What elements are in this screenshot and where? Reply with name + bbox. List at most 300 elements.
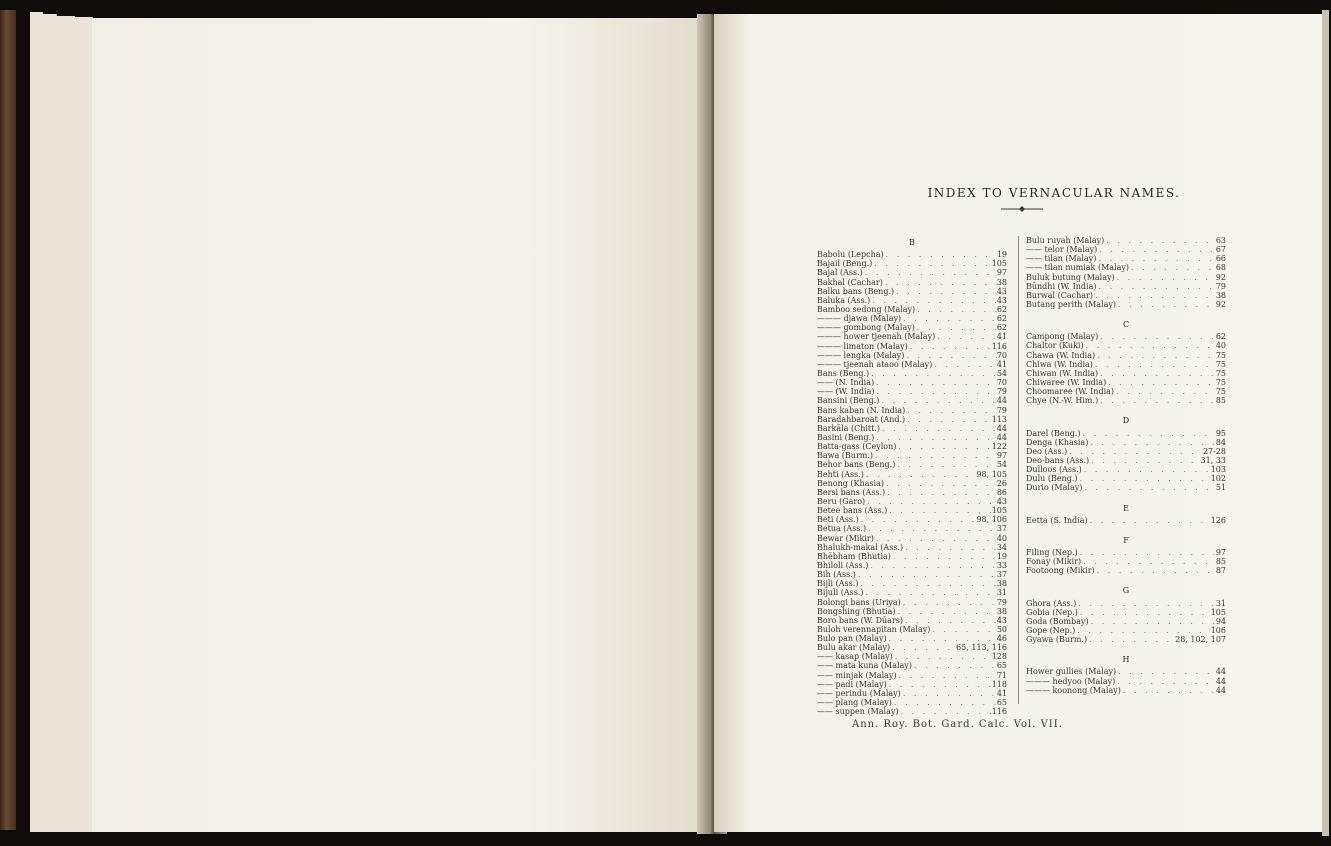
entry-name: Fonay (Mikir) bbox=[1026, 557, 1082, 567]
entry-page: 38 bbox=[996, 606, 1007, 616]
index-entry bbox=[817, 515, 1007, 524]
entry-name: ——— gombong (Malay) bbox=[817, 323, 915, 333]
entry-page: 44 bbox=[996, 396, 1007, 406]
index-entry bbox=[817, 287, 1007, 296]
leader-dots bbox=[1098, 369, 1216, 378]
entry-page: 28, 102, 107 bbox=[1175, 635, 1226, 645]
index-entry bbox=[817, 378, 1007, 387]
entry-name: Denga (Khasia) bbox=[1026, 437, 1089, 447]
index-entry bbox=[1026, 387, 1226, 396]
entry-page: 97 bbox=[996, 451, 1007, 461]
leader-dots bbox=[893, 652, 992, 661]
index-entry bbox=[1026, 378, 1226, 387]
entry-page: 118 bbox=[991, 679, 1007, 689]
leader-dots bbox=[864, 470, 977, 479]
index-entry bbox=[817, 369, 1007, 378]
leader-dots bbox=[1088, 438, 1216, 447]
entry-page: 79 bbox=[996, 597, 1007, 607]
entry-name: Dulu (Beng.) bbox=[1026, 474, 1078, 484]
entry-page: 67 bbox=[1215, 245, 1226, 255]
entry-page: 65 bbox=[996, 661, 1007, 671]
entry-name: Campong (Malay) bbox=[1026, 332, 1099, 342]
index-entry bbox=[817, 250, 1007, 259]
entry-name: Chiwa (W. India) bbox=[1026, 359, 1093, 369]
page-title: INDEX TO VERNACULAR NAMES. bbox=[927, 186, 1181, 200]
leader-dots bbox=[879, 396, 996, 405]
entry-name: Bakhal (Cachar) bbox=[817, 277, 883, 287]
entry-name: Bulu ruyah (Malay) bbox=[1026, 236, 1105, 245]
page-edges bbox=[56, 16, 75, 832]
leader-dots bbox=[870, 296, 997, 305]
leader-dots bbox=[1096, 282, 1215, 291]
entry-name: Bans (Beng.) bbox=[817, 368, 870, 378]
leader-dots bbox=[884, 479, 997, 488]
entry-name: Buluk butung (Malay) bbox=[1026, 272, 1115, 282]
entry-page: 97 bbox=[1215, 548, 1226, 557]
entry-name: Footoong (Mikir) bbox=[1026, 566, 1095, 576]
entry-name: ——— hower tjeenah (Malay) bbox=[817, 332, 936, 342]
index-entry bbox=[1026, 291, 1226, 300]
index-entry bbox=[817, 661, 1007, 670]
index-entry bbox=[817, 488, 1007, 497]
entry-name: Bewar (Mikir) bbox=[817, 533, 874, 543]
section-letter: B bbox=[909, 238, 915, 247]
leader-dots bbox=[1098, 396, 1216, 405]
index-entry bbox=[1026, 438, 1226, 447]
entry-page: 62 bbox=[996, 314, 1007, 324]
entry-page: 44 bbox=[996, 432, 1007, 442]
entry-name: Balku bans (Beng.) bbox=[817, 286, 895, 296]
index-entry bbox=[817, 451, 1007, 460]
section-spacer bbox=[1026, 405, 1226, 414]
entry-name: Beti (Ass.) bbox=[817, 515, 859, 525]
leader-dots bbox=[904, 351, 996, 360]
entry-page: 70 bbox=[996, 378, 1007, 388]
leader-dots bbox=[1076, 599, 1216, 608]
entry-page: 75 bbox=[1215, 350, 1226, 360]
index-entry bbox=[817, 342, 1007, 351]
leader-dots bbox=[858, 579, 996, 588]
entry-name: Betee bans (Ass.) bbox=[817, 506, 888, 516]
entry-name: Bersi bans (Ass.) bbox=[817, 487, 886, 497]
entry-page: 44 bbox=[996, 423, 1007, 433]
leader-dots bbox=[1106, 378, 1216, 387]
entry-page: 41 bbox=[996, 359, 1007, 369]
entry-page: 38 bbox=[1215, 290, 1226, 300]
entry-name: Batta-gass (Ceylon) bbox=[817, 442, 897, 452]
index-entry bbox=[1026, 254, 1226, 263]
index-entry bbox=[817, 351, 1007, 360]
column-divider bbox=[1018, 236, 1019, 704]
entry-page: 31, 33 bbox=[1200, 455, 1226, 465]
entry-name: —— (N. India) bbox=[817, 378, 875, 388]
entry-name: —— plang (Malay) bbox=[817, 698, 892, 708]
index-entry bbox=[817, 625, 1007, 634]
entry-name: Behor bans (Beng.) bbox=[817, 460, 896, 470]
entry-page: 102 bbox=[1210, 474, 1226, 484]
entry-page: 106 bbox=[1210, 626, 1226, 635]
entry-page: 79 bbox=[996, 405, 1007, 415]
index-column-right bbox=[1026, 236, 1226, 695]
entry-page: 98, 106 bbox=[976, 515, 1007, 525]
entry-name: Baluka (Ass.) bbox=[817, 295, 871, 305]
entry-name: Ghora (Ass.) bbox=[1026, 598, 1077, 608]
leader-dots bbox=[930, 625, 996, 634]
entry-page: 27-28 bbox=[1202, 446, 1226, 456]
entry-page: 79 bbox=[996, 387, 1007, 397]
entry-name: Goda (Bombay) bbox=[1026, 616, 1089, 626]
entry-page: 31 bbox=[996, 588, 1007, 598]
index-entry bbox=[817, 671, 1007, 680]
ornament-rule-icon bbox=[1001, 205, 1043, 213]
entry-page: 105 bbox=[991, 506, 1007, 516]
entry-name: Gope (Nep.) bbox=[1026, 626, 1076, 635]
entry-page: 37 bbox=[996, 524, 1007, 534]
entry-name: Burwal (Cachar) bbox=[1026, 290, 1093, 300]
entry-name: Chye (N.-W. Him.) bbox=[1026, 396, 1099, 406]
entry-page: 113 bbox=[991, 414, 1007, 424]
entry-page: 87 bbox=[1215, 566, 1226, 576]
index-entry bbox=[1026, 667, 1226, 676]
index-entry bbox=[817, 433, 1007, 442]
section-letter: G bbox=[1122, 586, 1130, 596]
entry-name: Būndhi (W. India) bbox=[1026, 281, 1097, 291]
entry-name: Hower gullies (Malay) bbox=[1026, 667, 1117, 677]
index-entry bbox=[817, 643, 1007, 652]
leader-dots bbox=[874, 378, 997, 387]
leader-dots bbox=[885, 488, 997, 497]
leader-dots bbox=[1084, 341, 1216, 350]
entry-page: 50 bbox=[996, 624, 1007, 634]
entry-page: 43 bbox=[996, 295, 1007, 305]
entry-name: ——— hedyoo (Malay) bbox=[1026, 676, 1116, 686]
page-edges bbox=[42, 14, 57, 832]
entry-name: Baradahbaroat (And.) bbox=[817, 414, 906, 424]
index-entry bbox=[817, 460, 1007, 469]
entry-name: Bawa (Burm.) bbox=[817, 451, 874, 461]
entry-name: Bhiloli (Ass.) bbox=[817, 560, 869, 570]
entry-name: Bulo pan (Malay) bbox=[817, 634, 887, 644]
entry-name: Bih (Ass.) bbox=[817, 570, 856, 580]
entry-name: Bajail (Beng.) bbox=[817, 259, 873, 269]
entry-page: 37 bbox=[996, 570, 1007, 580]
leader-dots bbox=[874, 387, 996, 396]
entry-page: 44 bbox=[1215, 685, 1226, 695]
index-entry bbox=[1026, 599, 1226, 608]
entry-page: 75 bbox=[1215, 368, 1226, 378]
entry-name: Filing (Nep.) bbox=[1026, 548, 1078, 557]
entry-page: 116 bbox=[991, 707, 1007, 717]
section-letter: H bbox=[1122, 655, 1130, 665]
leader-dots bbox=[912, 661, 997, 670]
entry-name: Benong (Khasia) bbox=[817, 478, 884, 488]
entry-name: —— mata kuna (Malay) bbox=[817, 661, 912, 671]
section-letter: E bbox=[1123, 503, 1129, 513]
entry-name: —— tilan numiak (Malay) bbox=[1026, 263, 1129, 273]
entry-name: Durio (Malay) bbox=[1026, 483, 1083, 493]
entry-page: 70 bbox=[996, 350, 1007, 360]
entry-page: 98, 105 bbox=[976, 469, 1007, 479]
leader-dots bbox=[864, 588, 997, 597]
index-entry bbox=[1026, 548, 1226, 557]
index-entry bbox=[817, 680, 1007, 689]
index-entry bbox=[817, 268, 1007, 277]
left-page bbox=[92, 18, 698, 832]
leader-dots bbox=[863, 268, 997, 277]
index-entry bbox=[817, 552, 1007, 561]
leader-dots bbox=[1097, 245, 1216, 254]
entry-page: 97 bbox=[996, 268, 1007, 278]
page-edges bbox=[74, 17, 93, 832]
entry-page: 68 bbox=[1215, 263, 1226, 273]
book-spine bbox=[0, 10, 16, 830]
index-entry bbox=[1026, 341, 1226, 350]
journal-footer: Ann. Roy. Bot. Gard. Calc. Vol. VII. bbox=[852, 719, 1063, 730]
entry-name: Bhēbham (Bhutia) bbox=[817, 551, 891, 561]
leader-dots bbox=[1116, 667, 1216, 676]
entry-page: 46 bbox=[996, 634, 1007, 644]
index-entry bbox=[817, 598, 1007, 607]
leader-dots bbox=[899, 707, 992, 716]
entry-name: Deo-bans (Ass.) bbox=[1026, 455, 1090, 465]
index-entry bbox=[817, 652, 1007, 661]
index-entry bbox=[1026, 566, 1226, 575]
entry-name: Beru (Garo) bbox=[817, 496, 866, 506]
leader-dots bbox=[895, 460, 997, 469]
entry-name: Bijli (Ass.) bbox=[817, 579, 859, 589]
leader-dots bbox=[897, 671, 997, 680]
leader-dots bbox=[901, 598, 997, 607]
index-entry bbox=[1026, 626, 1226, 635]
leader-dots bbox=[872, 259, 991, 268]
leader-dots bbox=[1093, 291, 1216, 300]
index-entry bbox=[1026, 360, 1226, 369]
entry-page: 62 bbox=[1215, 332, 1226, 342]
index-entry bbox=[817, 314, 1007, 323]
index-entry bbox=[817, 259, 1007, 268]
entry-page: 75 bbox=[1215, 387, 1226, 397]
leader-dots bbox=[1115, 677, 1216, 686]
leader-dots bbox=[869, 369, 997, 378]
index-entry bbox=[1026, 263, 1226, 272]
entry-page: 85 bbox=[1215, 557, 1226, 567]
entry-name: Chiwaree (W. India) bbox=[1026, 377, 1107, 387]
leader-dots bbox=[915, 305, 997, 314]
leader-dots bbox=[890, 643, 956, 652]
index-entry bbox=[817, 360, 1007, 369]
leader-dots bbox=[1095, 566, 1216, 575]
leader-dots bbox=[1087, 635, 1175, 644]
leader-dots bbox=[873, 451, 997, 460]
entry-page: 43 bbox=[996, 615, 1007, 625]
leader-dots bbox=[880, 424, 997, 433]
entry-name: Bulu akar (Malay) bbox=[817, 643, 891, 653]
leader-dots bbox=[1082, 483, 1215, 492]
leader-dots bbox=[892, 698, 997, 707]
entry-page: 43 bbox=[996, 286, 1007, 296]
leader-dots bbox=[891, 552, 997, 561]
entry-page: 126 bbox=[1210, 515, 1226, 525]
page-edge-right bbox=[1322, 10, 1329, 836]
entry-name: Deo (Ass.) bbox=[1026, 446, 1068, 456]
leader-dots bbox=[866, 524, 997, 533]
index-entry bbox=[817, 588, 1007, 597]
entry-page: 128 bbox=[991, 652, 1007, 662]
entry-name: —— padi (Malay) bbox=[817, 679, 887, 689]
entry-page: 40 bbox=[996, 533, 1007, 543]
entry-name: Choomaree (W. India) bbox=[1026, 387, 1115, 397]
index-entry bbox=[1026, 608, 1226, 617]
leader-dots bbox=[1088, 516, 1211, 525]
index-entry bbox=[817, 387, 1007, 396]
section-spacer bbox=[1026, 309, 1226, 318]
leader-dots bbox=[887, 506, 991, 515]
section-letter: D bbox=[1122, 416, 1130, 426]
entry-name: Boro bans (W. Dūars) bbox=[817, 615, 903, 625]
leader-dots bbox=[1093, 360, 1216, 369]
entry-name: ——— djawa (Malay) bbox=[817, 314, 902, 324]
index-entry bbox=[817, 296, 1007, 305]
entry-name: Gobia (Nep.) bbox=[1026, 607, 1078, 617]
index-entry bbox=[1026, 557, 1226, 566]
entry-name: Eetta (S. India) bbox=[1026, 515, 1088, 525]
leader-dots bbox=[883, 278, 997, 287]
leader-dots bbox=[908, 342, 992, 351]
entry-page: 43 bbox=[996, 496, 1007, 506]
leader-dots bbox=[1121, 686, 1216, 695]
index-entry bbox=[1026, 677, 1226, 686]
entry-page: 65, 113, 116 bbox=[956, 643, 1007, 653]
entry-page: 41 bbox=[996, 688, 1007, 698]
entry-page: 44 bbox=[1215, 667, 1226, 677]
entry-name: —— tilan (Malay) bbox=[1026, 254, 1097, 264]
entry-name: Bajal (Ass.) bbox=[817, 268, 863, 278]
index-entry bbox=[817, 534, 1007, 543]
section-letter: C bbox=[1122, 320, 1130, 330]
entry-name: Buloh verennapitan (Malay) bbox=[817, 624, 931, 634]
entry-name: —— telor (Malay) bbox=[1026, 245, 1098, 255]
index-entry bbox=[1026, 332, 1226, 341]
leader-dots bbox=[859, 515, 977, 524]
entry-page: 105 bbox=[991, 259, 1007, 269]
entry-page: 84 bbox=[1215, 437, 1226, 447]
section-spacer bbox=[1026, 575, 1226, 584]
leader-dots bbox=[1114, 387, 1216, 396]
leader-dots bbox=[894, 287, 997, 296]
entry-name: Bolongi bans (Uriya) bbox=[817, 597, 901, 607]
entry-page: 86 bbox=[996, 487, 1007, 497]
index-entry bbox=[1026, 447, 1226, 456]
entry-page: 54 bbox=[996, 460, 1007, 470]
entry-page: 38 bbox=[996, 579, 1007, 589]
index-entry bbox=[1026, 282, 1226, 291]
index-entry bbox=[1026, 465, 1226, 474]
entry-page: 54 bbox=[996, 368, 1007, 378]
entry-name: —— (W. India) bbox=[817, 387, 875, 397]
entry-name: —— suppen (Malay) bbox=[817, 707, 899, 717]
leader-dots bbox=[884, 250, 997, 259]
leader-dots bbox=[1078, 608, 1211, 617]
index-entry bbox=[817, 497, 1007, 506]
index-entry bbox=[1026, 300, 1226, 309]
entry-page: 103 bbox=[1210, 465, 1226, 475]
index-entry bbox=[817, 524, 1007, 533]
index-entry bbox=[817, 506, 1007, 515]
index-column-left bbox=[817, 236, 1007, 716]
entry-page: 38 bbox=[996, 277, 1007, 287]
leader-dots bbox=[903, 616, 997, 625]
leader-dots bbox=[887, 634, 997, 643]
entry-name: Babolu (Lepcha) bbox=[817, 250, 884, 260]
entry-page: 33 bbox=[996, 560, 1007, 570]
leader-dots bbox=[1078, 474, 1211, 483]
entry-page: 19 bbox=[996, 551, 1007, 561]
entry-name: Barkāla (Chitt.) bbox=[817, 423, 881, 433]
entry-name: Behti (Ass.) bbox=[817, 469, 864, 479]
entry-page: 95 bbox=[1215, 428, 1226, 438]
entry-name: Chiwan (W. India) bbox=[1026, 368, 1099, 378]
leader-dots bbox=[868, 561, 996, 570]
index-entry bbox=[1026, 236, 1226, 245]
leader-dots bbox=[856, 570, 997, 579]
entry-page: 40 bbox=[1215, 341, 1226, 351]
index-entry bbox=[1026, 686, 1226, 695]
leader-dots bbox=[901, 689, 997, 698]
index-entry bbox=[1026, 273, 1226, 282]
index-entry bbox=[817, 561, 1007, 570]
leader-dots bbox=[1098, 332, 1216, 341]
index-entry bbox=[817, 442, 1007, 451]
entry-name: Betua (Ass.) bbox=[817, 524, 867, 534]
index-entry bbox=[1026, 516, 1226, 525]
leader-dots bbox=[874, 433, 997, 442]
leader-dots bbox=[905, 415, 992, 424]
leader-dots bbox=[915, 323, 997, 332]
index-entry bbox=[1026, 369, 1226, 378]
entry-page: 85 bbox=[1215, 396, 1226, 406]
index-entry bbox=[1026, 635, 1226, 644]
index-entry bbox=[1026, 396, 1226, 405]
index-entry bbox=[817, 707, 1007, 716]
index-entry bbox=[817, 415, 1007, 424]
index-entry bbox=[817, 424, 1007, 433]
index-entry bbox=[817, 323, 1007, 332]
entry-page: 75 bbox=[1215, 377, 1226, 387]
entry-page: 41 bbox=[996, 332, 1007, 342]
entry-name: —— kasap (Malay) bbox=[817, 652, 893, 662]
entry-page: 44 bbox=[1215, 676, 1226, 686]
leader-dots bbox=[932, 360, 997, 369]
entry-page: 51 bbox=[1215, 483, 1226, 493]
entry-name: ——— limaton (Malay) bbox=[817, 341, 908, 351]
leader-dots bbox=[1129, 263, 1216, 272]
index-entry bbox=[817, 479, 1007, 488]
entry-page: 63 bbox=[1215, 236, 1226, 245]
entry-page: 116 bbox=[991, 341, 1007, 351]
entry-name: Bans kaban (N. India) bbox=[817, 405, 906, 415]
entry-page: 34 bbox=[996, 542, 1007, 552]
leader-dots bbox=[865, 497, 997, 506]
index-entry bbox=[1026, 483, 1226, 492]
index-entry bbox=[1026, 456, 1226, 465]
entry-name: Butang perith (Malay) bbox=[1026, 299, 1117, 309]
leader-dots bbox=[935, 332, 997, 341]
leader-dots bbox=[903, 543, 997, 552]
entry-name: Bamboo sedong (Malay) bbox=[817, 305, 916, 314]
index-entry bbox=[817, 689, 1007, 698]
entry-page: 62 bbox=[996, 323, 1007, 333]
leader-dots bbox=[874, 534, 997, 543]
